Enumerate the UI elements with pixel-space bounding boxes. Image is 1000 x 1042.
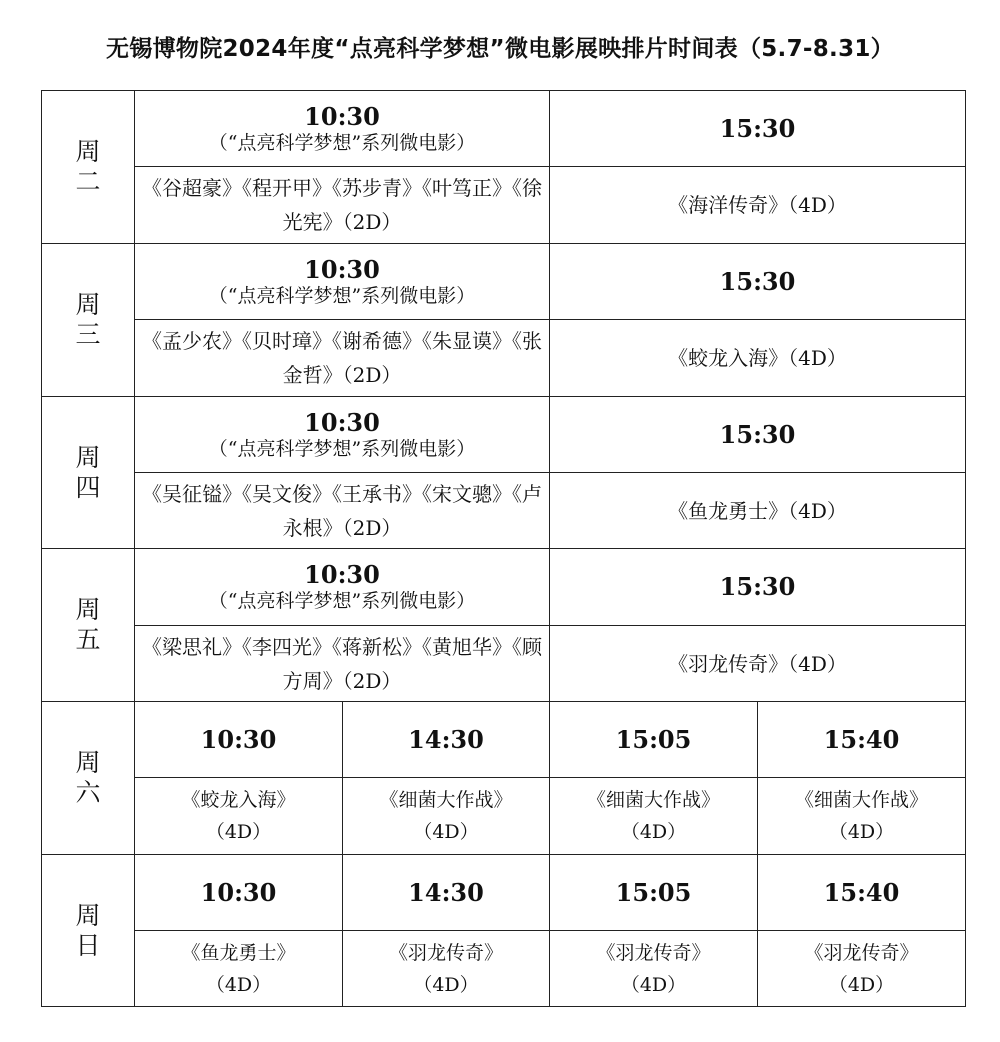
film-format: （4D） [828, 821, 895, 843]
film-cell [550, 778, 758, 855]
film-format: （4D） [205, 973, 272, 996]
table-row [42, 626, 966, 702]
film-title: 《细菌大作战》 [794, 789, 928, 811]
film-format: （4D） [620, 973, 687, 996]
series-note: （“点亮科学梦想”系列微电影） [208, 437, 476, 460]
film-title: 《羽龙传奇》（4D） [550, 626, 966, 702]
morning-session-header [135, 91, 550, 167]
film-cell [343, 778, 550, 855]
film-format: （4D） [620, 821, 687, 843]
table-row [42, 549, 966, 626]
series-note: （“点亮科学梦想”系列微电影） [208, 284, 476, 307]
table-row [42, 855, 966, 931]
morning-session-header [135, 397, 550, 473]
session-time: 10:30 [135, 855, 343, 931]
session-time: 14:30 [343, 702, 550, 778]
film-cell [550, 931, 758, 1007]
film-list: 《吴征镒》《吴文俊》《王承书》《宋文骢》《卢永根》（2D） [135, 473, 550, 549]
film-cell [135, 931, 343, 1007]
film-format: （4D） [413, 821, 479, 843]
film-list: 《梁思礼》《李四光》《蒋新松》《黄旭华》《顾方周》（2D） [135, 626, 550, 702]
day-label: 周三 [42, 244, 135, 397]
film-cell [758, 778, 966, 855]
page-title: 无锡博物院2024年度“点亮科学梦想”微电影展映排片时间表（5.7-8.31） [106, 36, 894, 62]
day-label: 周六 [42, 702, 135, 855]
film-title: 《羽龙传奇》 [388, 941, 503, 964]
day-label: 周五 [42, 549, 135, 702]
table-row [42, 473, 966, 549]
film-title: 《细菌大作战》 [586, 789, 720, 811]
film-title: 《蛟龙入海》（4D） [550, 320, 966, 397]
film-cell [758, 931, 966, 1007]
table-row [42, 91, 966, 167]
film-title: 《蛟龙入海》 [181, 789, 296, 811]
film-title: 《鱼龙勇士》 [181, 941, 296, 964]
series-note: （“点亮科学梦想”系列微电影） [208, 590, 476, 612]
session-time: 10:30 [304, 560, 380, 589]
session-time: 15:30 [550, 244, 966, 320]
session-time: 10:30 [135, 702, 343, 778]
session-time: 10:30 [304, 101, 380, 131]
session-time: 15:30 [550, 549, 966, 626]
table-row [42, 320, 966, 397]
session-time: 14:30 [343, 855, 550, 931]
session-time: 15:05 [550, 855, 758, 931]
film-format: （4D） [205, 821, 272, 843]
morning-session-header [135, 244, 550, 320]
day-label: 周日 [42, 855, 135, 1007]
film-list: 《孟少农》《贝时璋》《谢希德》《朱显谟》《张金哲》（2D） [135, 320, 550, 397]
film-title: 《海洋传奇》（4D） [550, 167, 966, 244]
table-row [42, 778, 966, 855]
session-time: 10:30 [304, 407, 380, 437]
table-row [42, 167, 966, 244]
session-time: 15:05 [550, 702, 758, 778]
table-row [42, 931, 966, 1007]
film-format: （4D） [828, 973, 895, 996]
series-note: （“点亮科学梦想”系列微电影） [208, 131, 476, 154]
film-cell [135, 778, 343, 855]
morning-session-header [135, 549, 550, 626]
session-time: 15:40 [758, 702, 966, 778]
day-label: 周二 [42, 91, 135, 244]
film-cell [343, 931, 550, 1007]
schedule-table [41, 90, 966, 1007]
table-row [42, 397, 966, 473]
film-format: （4D） [413, 973, 479, 996]
session-time: 15:30 [550, 397, 966, 473]
film-title: 《羽龙传奇》 [804, 941, 919, 964]
film-title: 《鱼龙勇士》（4D） [550, 473, 966, 549]
film-title: 《羽龙传奇》 [596, 941, 711, 964]
film-list: 《谷超豪》《程开甲》《苏步青》《叶笃正》《徐光宪》（2D） [135, 167, 550, 244]
session-time: 15:40 [758, 855, 966, 931]
session-time: 15:30 [550, 91, 966, 167]
table-row [42, 244, 966, 320]
table-row [42, 702, 966, 778]
day-label: 周四 [42, 397, 135, 549]
film-title: 《细菌大作战》 [379, 789, 513, 811]
session-time: 10:30 [304, 254, 380, 284]
